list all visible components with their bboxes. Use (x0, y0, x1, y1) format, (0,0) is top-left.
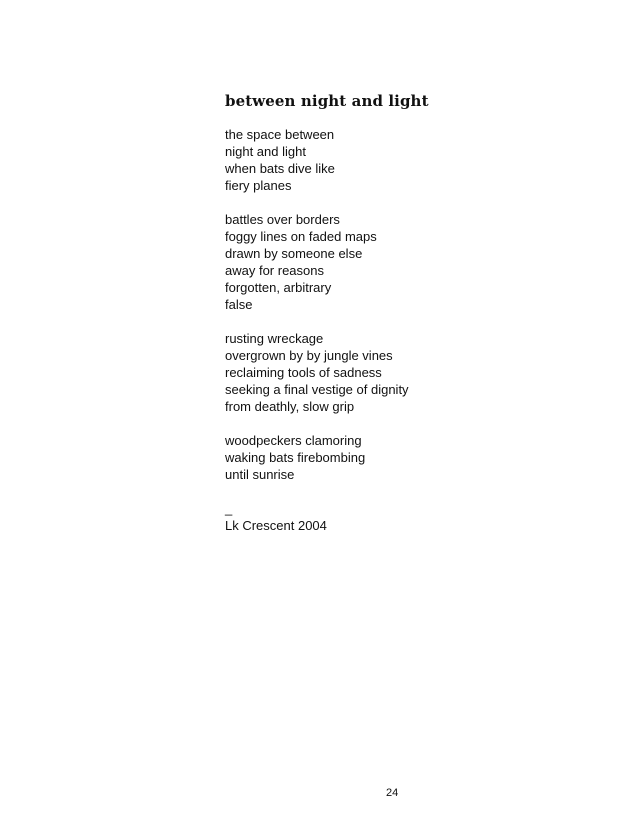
signature-dash: _ (225, 501, 233, 516)
poem-line: reclaiming tools of sadness (225, 365, 382, 380)
poem-line: seeking a final vestige of dignity (225, 382, 409, 397)
poem-line: overgrown by by jungle vines (225, 348, 393, 363)
poem-line: forgotten, arbitrary (225, 280, 332, 295)
poem-body (225, 126, 409, 551)
poem-line: fiery planes (225, 178, 292, 193)
poem-title: between night and light (225, 92, 429, 110)
poem-line: woodpeckers clamoring (225, 433, 362, 448)
poem-line: battles over borders (225, 212, 340, 227)
poem-line: when bats dive like (225, 161, 335, 176)
poem-line: waking bats firebombing (225, 450, 366, 465)
stanza-3 (225, 330, 409, 415)
poem-line: rusting wreckage (225, 331, 324, 346)
signature-block (225, 500, 409, 534)
page-number: 24 (386, 787, 399, 799)
poem-line: from deathly, slow grip (225, 399, 355, 414)
stanza-4 (225, 432, 409, 483)
poem-line: drawn by someone else (225, 246, 363, 261)
author-signature: Lk Crescent 2004 (225, 518, 327, 533)
poem-line: until sunrise (225, 467, 295, 482)
poem-line: the space between (225, 127, 335, 142)
stanza-2 (225, 211, 409, 313)
stanza-1 (225, 126, 409, 194)
poem-line: away for reasons (225, 263, 324, 278)
poem-line: night and light (225, 144, 306, 159)
poem-line: false (225, 297, 253, 312)
poem-line: foggy lines on faded maps (225, 229, 377, 244)
